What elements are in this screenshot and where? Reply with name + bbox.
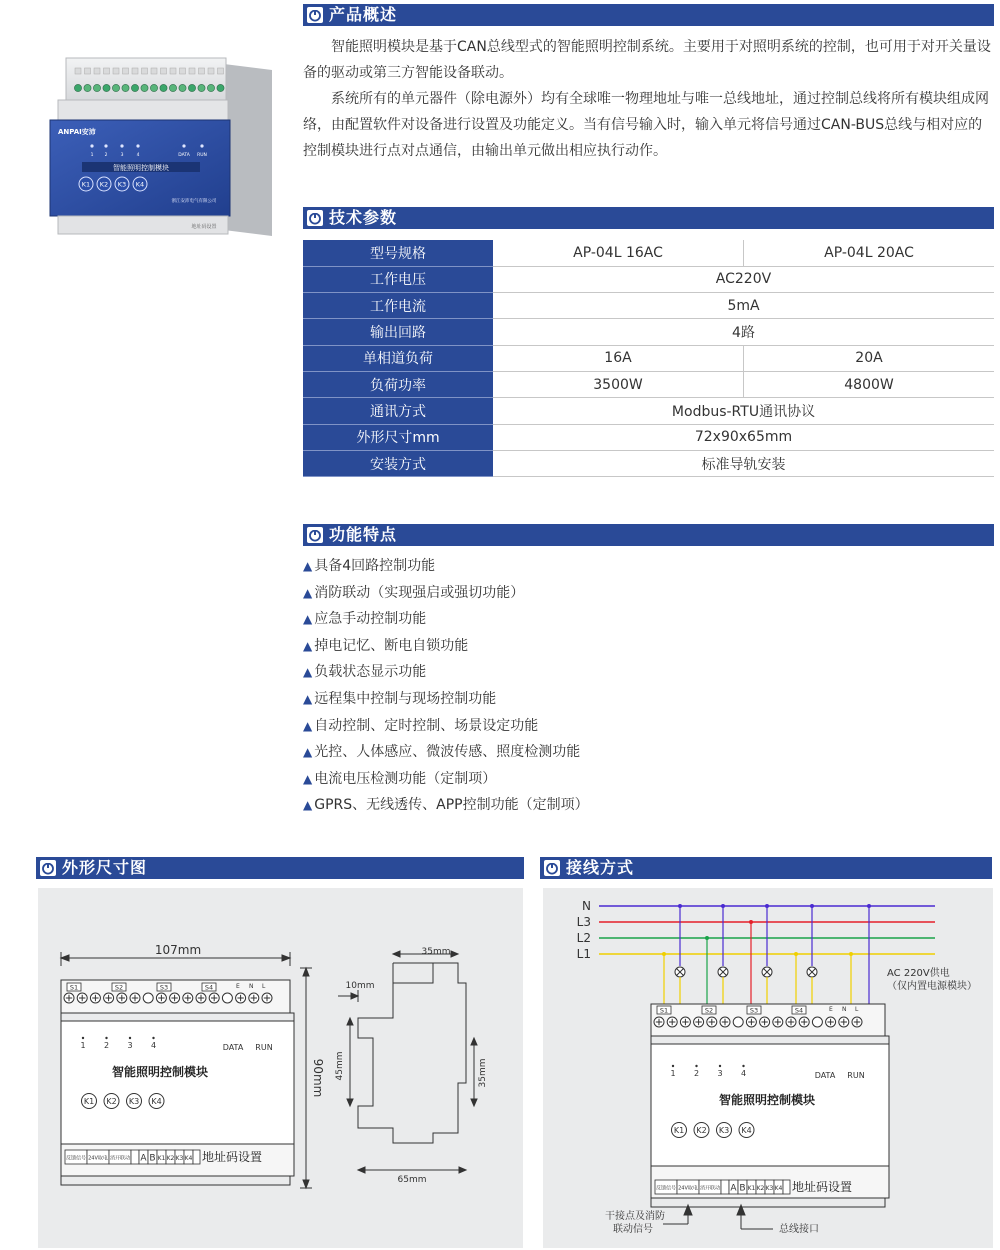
terminal-screw-icon bbox=[169, 84, 176, 91]
terminal-screw-icon bbox=[217, 84, 224, 91]
dimensions-header bbox=[36, 857, 524, 879]
feature-text: 掉电记忆、断电自锁功能 bbox=[314, 637, 469, 654]
feature-item bbox=[303, 713, 589, 740]
feature-item bbox=[303, 606, 589, 633]
dim-e-label: E bbox=[236, 983, 240, 990]
led-label: 1 bbox=[670, 1069, 676, 1078]
spec-label: 工作电流 bbox=[303, 293, 493, 319]
spec-row bbox=[303, 371, 994, 397]
key-label: K3 bbox=[718, 1126, 730, 1135]
key-label: K1 bbox=[673, 1126, 685, 1135]
height-label: 90mm bbox=[311, 1058, 325, 1098]
spec-row bbox=[303, 345, 994, 371]
spec-row bbox=[303, 240, 994, 266]
spec-row bbox=[303, 293, 994, 319]
spec-value: 标准导轨安装 bbox=[493, 450, 994, 476]
key-button[interactable] bbox=[149, 1094, 164, 1109]
wire-l-label: L bbox=[855, 1006, 859, 1013]
terminal-screw-icon bbox=[222, 993, 232, 1003]
power-line-label: L3 bbox=[576, 915, 591, 929]
triangle-bullet-icon: ▲ bbox=[303, 638, 313, 653]
led-label: DATA bbox=[178, 153, 190, 158]
input-note-2: 联动信号 bbox=[613, 1224, 653, 1235]
terminal-screw-icon bbox=[179, 84, 186, 91]
key-label: K4 bbox=[135, 180, 145, 189]
dim-n-label: N bbox=[249, 983, 254, 990]
spec-table bbox=[303, 240, 994, 477]
spec-label: 单相道负荷 bbox=[303, 345, 493, 371]
power-icon bbox=[307, 527, 323, 543]
feature-text: 具备4回路控制功能 bbox=[314, 558, 436, 574]
power-icon bbox=[40, 860, 56, 876]
side-bottom-label: 65mm bbox=[397, 1175, 427, 1185]
spec-value: 3500W bbox=[493, 371, 744, 397]
terminal-screw-icon bbox=[150, 84, 157, 91]
wiring-header bbox=[540, 857, 992, 879]
overview-paragraph-2: 系统所有的单元器件（除电源外）均有全球唯一物理地址与唯一总线地址，通过控制总线将所有模块组成网络，由配置软件对设备进行设置及功能定义。当有信号输入时，输入单元将信号通过CAN-BUS总线与相对应的控制模块进行点对点通信，由输出单元做出相应执行动作。 bbox=[303, 91, 989, 159]
bus-letter-label: A bbox=[140, 1153, 147, 1164]
led-label: 3 bbox=[120, 153, 124, 158]
wiring-title: 接线方式 bbox=[566, 858, 635, 877]
terminal-screw-icon bbox=[74, 84, 81, 91]
bottom-cell-label: 反馈信号 bbox=[655, 1185, 677, 1192]
terminal-group-label: S4 bbox=[794, 1006, 804, 1015]
terminal-group-label: S3 bbox=[159, 983, 169, 992]
spec-label: 安装方式 bbox=[303, 450, 493, 476]
wire-e-label: E bbox=[829, 1006, 833, 1013]
spec-label: 工作电压 bbox=[303, 266, 493, 292]
overview-paragraph-1: 智能照明模块是基于CAN总线型式的智能照明控制系统。主要用于对照明系统的控制，也可用于对开关量设备的驱动或第三方智能设备联动。 bbox=[303, 39, 991, 81]
spec-label: 负荷功率 bbox=[303, 371, 493, 397]
led-label: 1 bbox=[90, 153, 94, 158]
overview-title: 产品概述 bbox=[329, 5, 398, 24]
key-button[interactable] bbox=[672, 1123, 687, 1138]
led-label: 2 bbox=[693, 1069, 700, 1078]
key-label: K3 bbox=[117, 180, 127, 189]
feature-text: 消防联动（实现强启或强切功能） bbox=[314, 584, 525, 601]
product-photo bbox=[44, 50, 274, 240]
feature-item bbox=[303, 766, 589, 793]
terminal-screw-icon bbox=[122, 84, 129, 91]
key-button[interactable] bbox=[127, 1094, 142, 1109]
dimensions-title: 外形尺寸图 bbox=[62, 858, 148, 877]
spec-value: AP-04L 20AC bbox=[744, 240, 995, 266]
key-label: K1 bbox=[83, 1097, 95, 1106]
key-label: K2 bbox=[99, 180, 109, 189]
led-label: 4 bbox=[740, 1069, 747, 1078]
terminal-group-label: S1 bbox=[659, 1006, 669, 1015]
lamp-icon bbox=[762, 967, 772, 977]
feature-text: GPRS、无线透传、APP控制功能（定制项） bbox=[314, 797, 589, 814]
side-top-label: 35mm bbox=[421, 947, 451, 957]
tech-title: 技术参数 bbox=[329, 208, 398, 227]
photo-brand: ANPAI安沛 bbox=[58, 128, 96, 136]
feature-item bbox=[303, 659, 589, 686]
led-label: 4 bbox=[136, 153, 140, 158]
spec-value: AC220V bbox=[493, 266, 994, 292]
power-icon bbox=[307, 210, 323, 226]
bottom-cell-label: 24V取电 bbox=[88, 1155, 108, 1162]
key-label: K1 bbox=[81, 180, 91, 189]
spec-value: 5mA bbox=[493, 293, 994, 319]
features-title: 功能特点 bbox=[329, 525, 398, 544]
photo-bottom-label: 地址码设置 bbox=[191, 224, 217, 230]
triangle-bullet-icon: ▲ bbox=[303, 718, 313, 733]
triangle-bullet-icon: ▲ bbox=[303, 612, 313, 627]
led-indicator bbox=[182, 144, 185, 147]
spec-row bbox=[303, 266, 994, 292]
wiring-panel bbox=[543, 888, 993, 1248]
key-label: K3 bbox=[128, 1097, 140, 1106]
feature-text: 自动控制、定时控制、场景设定功能 bbox=[314, 717, 539, 734]
dim-module-title: 智能照明控制模块 bbox=[111, 1065, 209, 1079]
spec-row bbox=[303, 319, 994, 345]
feature-text: 应急手动控制功能 bbox=[314, 611, 427, 628]
wire-data-label: DATA bbox=[814, 1071, 836, 1080]
power-note-1: AC 220V供电 bbox=[887, 968, 950, 979]
terminal-screw-icon bbox=[812, 1017, 822, 1027]
address-setting-label: 地址码设置 bbox=[202, 1150, 263, 1164]
triangle-bullet-icon: ▲ bbox=[303, 691, 313, 706]
dim-data-label: DATA bbox=[222, 1043, 244, 1052]
photo-maker: 浙江安沛电气有限公司 bbox=[171, 199, 217, 204]
terminal-group-label: S4 bbox=[204, 983, 214, 992]
terminal-group-label: S3 bbox=[749, 1006, 759, 1015]
spec-label: 外形尺寸mm bbox=[303, 424, 493, 450]
side-right-label: 35mm bbox=[478, 1058, 488, 1088]
bottom-key-label: K2 bbox=[166, 1155, 175, 1162]
triangle-bullet-icon: ▲ bbox=[303, 585, 313, 600]
key-label: K2 bbox=[696, 1126, 707, 1135]
feature-text: 远程集中控制与现场控制功能 bbox=[314, 690, 497, 707]
feature-item bbox=[303, 633, 589, 660]
bus-letter-label: B bbox=[149, 1153, 156, 1164]
dim-l-label: L bbox=[262, 983, 266, 990]
features-list bbox=[303, 553, 589, 819]
led-label: 2 bbox=[103, 1041, 110, 1050]
bottom-key-label: K4 bbox=[774, 1185, 783, 1192]
terminal-group-label: S2 bbox=[704, 1006, 714, 1015]
bottom-cell-label: 消开联动 bbox=[109, 1155, 131, 1162]
bus-letter-label: B bbox=[739, 1183, 746, 1194]
bottom-key-label: K3 bbox=[765, 1185, 774, 1192]
key-button[interactable] bbox=[115, 177, 129, 191]
bus-note: 总线接口 bbox=[779, 1224, 819, 1235]
terminal-screw-icon bbox=[141, 84, 148, 91]
key-label: K4 bbox=[741, 1126, 752, 1135]
terminal-screw-icon bbox=[188, 84, 195, 91]
power-icon bbox=[544, 860, 560, 876]
power-line-label: L1 bbox=[576, 947, 591, 961]
lamp-icon bbox=[718, 967, 728, 977]
terminal-screw-icon bbox=[103, 84, 110, 91]
bottom-cell-label: 24V取电 bbox=[678, 1185, 698, 1192]
wire-n-label: N bbox=[842, 1006, 847, 1013]
terminal-group-label: S1 bbox=[69, 983, 79, 992]
spec-value: 16A bbox=[493, 345, 744, 371]
wiring-diagram bbox=[543, 888, 993, 1248]
spec-label: 输出回路 bbox=[303, 319, 493, 345]
side-left-label: 45mm bbox=[335, 1051, 345, 1081]
photo-panel-title: 智能照明控制模块 bbox=[113, 164, 169, 172]
led-label: 1 bbox=[80, 1041, 86, 1050]
terminal-screw-icon bbox=[131, 84, 138, 91]
terminal-screw-icon bbox=[143, 993, 153, 1003]
spec-value: 20A bbox=[744, 345, 995, 371]
spec-value: 72x90x65mm bbox=[493, 424, 994, 450]
spec-row bbox=[303, 424, 994, 450]
overview-text bbox=[303, 34, 993, 164]
features-header bbox=[303, 524, 994, 546]
spec-value: 4800W bbox=[744, 371, 995, 397]
width-label: 107mm bbox=[154, 943, 202, 957]
terminal-screw-icon bbox=[93, 84, 100, 91]
spec-value: AP-04L 16AC bbox=[493, 240, 744, 266]
dimensions-panel bbox=[38, 888, 523, 1248]
led-label: 3 bbox=[717, 1069, 723, 1078]
spec-row bbox=[303, 398, 994, 424]
triangle-bullet-icon: ▲ bbox=[303, 798, 313, 813]
led-indicator bbox=[90, 144, 93, 147]
bottom-cell-label: 反馈信号 bbox=[65, 1155, 87, 1162]
feature-item bbox=[303, 580, 589, 607]
terminal-screw-icon bbox=[207, 84, 214, 91]
feature-text: 光控、人体感应、微波传感、照度检测功能 bbox=[314, 744, 581, 761]
feature-item bbox=[303, 792, 589, 819]
bottom-key-label: K1 bbox=[157, 1155, 166, 1162]
terminal-screw-icon bbox=[112, 84, 119, 91]
key-label: K4 bbox=[151, 1097, 162, 1106]
key-button[interactable] bbox=[104, 1094, 119, 1109]
key-label: K2 bbox=[106, 1097, 117, 1106]
spec-value: Modbus-RTU通讯协议 bbox=[493, 398, 994, 424]
bottom-key-label: K2 bbox=[756, 1185, 765, 1192]
feature-text: 负载状态显示功能 bbox=[314, 664, 427, 681]
key-button[interactable] bbox=[717, 1123, 732, 1138]
address-setting-label: 地址码设置 bbox=[792, 1180, 853, 1194]
key-button[interactable] bbox=[97, 177, 111, 191]
key-button[interactable] bbox=[133, 177, 147, 191]
power-line-label: L2 bbox=[576, 931, 591, 945]
dim-run-label: RUN bbox=[255, 1043, 273, 1052]
wire-run-label: RUN bbox=[847, 1071, 865, 1080]
led-indicator bbox=[200, 144, 203, 147]
bottom-key-label: K3 bbox=[175, 1155, 184, 1162]
key-button[interactable] bbox=[694, 1123, 709, 1138]
lamp-icon bbox=[807, 967, 817, 977]
bus-letter-label: A bbox=[730, 1183, 737, 1194]
led-label: 2 bbox=[104, 153, 108, 158]
terminal-screw-icon bbox=[84, 84, 91, 91]
bottom-cell-label: 消开联动 bbox=[699, 1185, 721, 1192]
power-line-label: N bbox=[582, 899, 591, 913]
key-button[interactable] bbox=[82, 1094, 97, 1109]
feature-text: 电流电压检测功能（定制项） bbox=[314, 770, 497, 787]
terminal-group-label: S2 bbox=[114, 983, 124, 992]
dimension-drawing bbox=[38, 888, 523, 1248]
feature-item bbox=[303, 739, 589, 766]
bottom-key-label: K4 bbox=[184, 1155, 193, 1162]
side-notch-label: 10mm bbox=[345, 981, 375, 991]
triangle-bullet-icon: ▲ bbox=[303, 559, 313, 573]
led-indicator bbox=[136, 144, 139, 147]
led-label: 3 bbox=[127, 1041, 133, 1050]
overview-header bbox=[303, 4, 994, 26]
spec-row bbox=[303, 450, 994, 476]
wire-module-title: 智能照明控制模块 bbox=[718, 1093, 816, 1107]
spec-label: 通讯方式 bbox=[303, 398, 493, 424]
terminal-screw-icon bbox=[733, 1017, 743, 1027]
feature-item bbox=[303, 553, 589, 580]
feature-item bbox=[303, 686, 589, 713]
led-label: 4 bbox=[150, 1041, 157, 1050]
terminal-screw-icon bbox=[198, 84, 205, 91]
led-indicator bbox=[104, 144, 107, 147]
power-icon bbox=[307, 7, 323, 23]
led-indicator bbox=[120, 144, 123, 147]
input-note-1: 干接点及消防 bbox=[605, 1211, 665, 1222]
spec-label: 型号规格 bbox=[303, 240, 493, 266]
spec-value: 4路 bbox=[493, 319, 994, 345]
tech-header bbox=[303, 207, 994, 229]
triangle-bullet-icon: ▲ bbox=[303, 665, 313, 680]
triangle-bullet-icon: ▲ bbox=[303, 745, 313, 760]
key-button[interactable] bbox=[79, 177, 93, 191]
led-label: RUN bbox=[197, 153, 207, 158]
bottom-key-label: K1 bbox=[747, 1185, 756, 1192]
lamp-icon bbox=[675, 967, 685, 977]
key-button[interactable] bbox=[739, 1123, 754, 1138]
power-note-2: （仅内置电源模块） bbox=[887, 981, 977, 992]
triangle-bullet-icon: ▲ bbox=[303, 771, 313, 786]
terminal-screw-icon bbox=[160, 84, 167, 91]
